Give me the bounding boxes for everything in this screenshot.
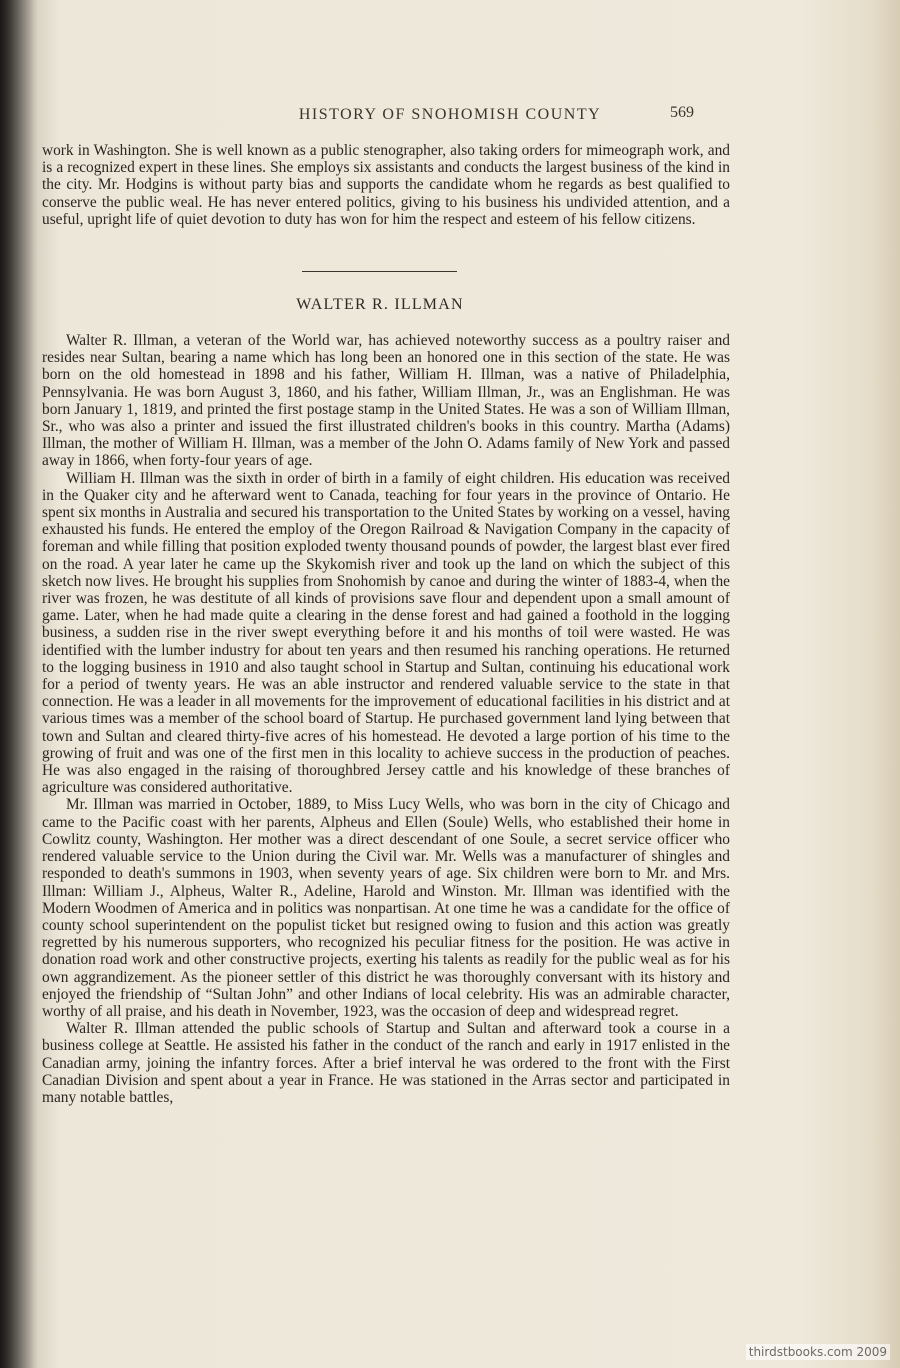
page-number: 569 <box>670 104 694 121</box>
running-head: HISTORY OF SNOHOMISH COUNTY <box>298 106 602 123</box>
body-paragraph-1: Walter R. Illman, a veteran of the World war, has achieved noteworthy success as a poultry raiser and resides near Sultan, bearing a name which has long been an honored one in this section of the state. He was born on the old homestead in 1898 and his father, William H. Illman, was a native of Philadelphia, Pennsylvania. He was born August 3, 1860, and his father, William Illman, Jr., was an Englishman. He was born January 1, 1819, and printed the first postage stamp in the United States. He was a son of William Illman, Sr., who was also a printer and issued the first illustrated children's books in this country. Martha (Adams) Illman, the mother of William H. Illman, was a member of the John O. Adams family of New York and passed away in 1866, when forty-four years of age. <box>42 332 730 470</box>
continuation-text-block <box>42 142 730 228</box>
body-paragraph-3: Mr. Illman was married in October, 1889, to Miss Lucy Wells, who was born in the city of Chicago and came to the Pacific coast with her parents, Alpheus and Ellen (Soule) Wells, who established their home in Cowlitz county, Washington. Her mother was a direct descendant of one Soule, a secret service officer who rendered valuable service to the Union during the Civil war. Mr. Wells was a manufacturer of shingles and responded to death's summons in 1903, when seventy years of age. Six children were born to Mr. and Mrs. Illman: William J., Alpheus, Walter R., Adeline, Harold and Winston. Mr. Illman was identified with the Modern Woodmen of America and in politics was nonpartisan. At one time he was a candidate for the office of county school superintendent on the populist ticket but resigned owing to fusion and this action was greatly regretted by his numerous supporters, who recognized his peculiar fitness for the position. He was active in donation road work and other constructive projects, exerting his talents as readily for the public weal as for his own aggrandizement. As the pioneer settler of this district he was thoroughly conversant with its history and enjoyed the friendship of “Sultan John” and other Indians of local celebrity. His was an admirable character, worthy of all praise, and his death in November, 1923, was the occasion of deep and widespread regret. <box>42 796 730 1020</box>
section-divider-rule <box>302 271 457 272</box>
body-paragraph-2: William H. Illman was the sixth in order of birth in a family of eight children. His education was received in the Quaker city and he afterward went to Canada, teaching for four years in the province of Ontario. He spent six months in Australia and secured his transportation to the United States by working on a vessel, having exhausted his funds. He entered the employ of the Oregon Railroad & Navigation Company in the capacity of foreman and while filling that position exploded twenty thousand pounds of powder, the largest blast ever fired on the road. A year later he came up the Skykomish river and took up the land on which the subject of this sketch now lives. He brought his supplies from Snohomish by canoe and during the winter of 1883-4, when the river was frozen, he was destitute of all kinds of provisions save flour and dependent upon a small amount of game. Later, when he had made quite a clearing in the dense forest and had gained a foothold in the logging business, a sudden rise in the river swept everything before it and his months of toil were wasted. He was identified with the lumber industry for about ten years and then resumed his ranching operations. He returned to the logging business in 1910 and also taught school in Startup and Sultan, continuing his educational work for a period of twenty years. He was an able instructor and rendered valuable service to the state in that connection. He was a leader in all movements for the improvement of educational facilities in his district and at various times was a member of the school board of Startup. He purchased government land lying between that town and Sultan and cleared thirty-five acres of his homestead. He devoted a large portion of his time to the growing of fruit and was one of the first men in this locality to achieve success in the production of peaches. He was also engaged in the raising of thoroughbred Jersey cattle and his knowledge of these branches of agriculture was considered authoritative. <box>42 469 730 797</box>
watermark: thirdstbooks.com 2009 <box>746 1344 890 1360</box>
continuation-paragraph: work in Washington. She is well known as a public stenographer, also taking orders for mimeograph work, and is a recognized expert in these lines. She employs six assistants and conducts the largest business of the kind in the city. Mr. Hodgins is without party bias and supports the candidate whom he regards as best qualified to conserve the public weal. He has never entered politics, giving to his business his undivided attention, and a useful, upright life of quiet devotion to duty has won for him the respect and esteem of his fellow citizens. <box>42 142 730 228</box>
section-body <box>42 332 730 1106</box>
section-title: WALTER R. ILLMAN <box>296 296 464 313</box>
body-paragraph-4: Walter R. Illman attended the public schools of Startup and Sultan and afterward took a course in a business college at Seattle. He assisted his father in the conduct of the ranch and early in 1917 enlisted in the Canadian army, joining the infantry forces. After a brief interval he was ordered to the front with the First Canadian Division and spent about a year in France. He was stationed in the Arras sector and participated in many notable battles, <box>42 1020 730 1106</box>
binding-gutter-shadow <box>0 0 38 1368</box>
